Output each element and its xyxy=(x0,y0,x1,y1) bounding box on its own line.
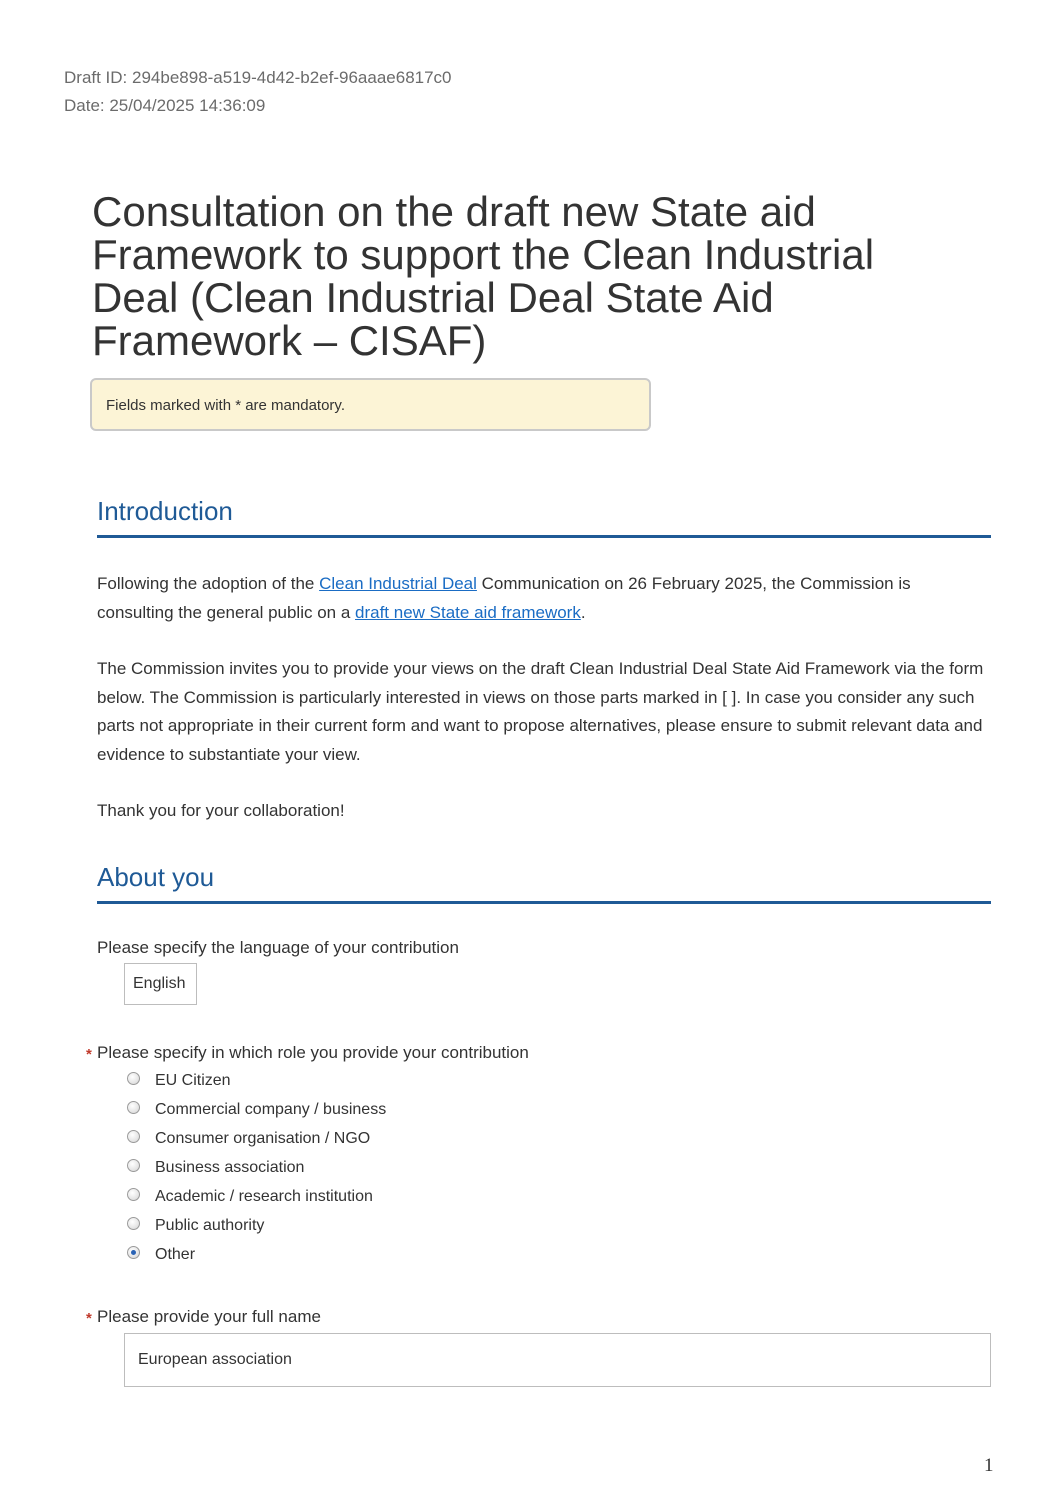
clean-industrial-deal-link[interactable]: Clean Industrial Deal xyxy=(319,574,477,593)
radio-button[interactable] xyxy=(127,1072,140,1085)
role-option-label: Academic / research institution xyxy=(155,1188,373,1205)
role-option-label: Other xyxy=(155,1246,196,1263)
language-question: Please specify the language of your contribution xyxy=(97,938,459,957)
intro-text-1: Following the adoption of the xyxy=(97,574,320,593)
radio-button[interactable] xyxy=(127,1246,140,1259)
intro-paragraph-1 xyxy=(97,570,987,627)
intro-text-3: . xyxy=(580,602,586,622)
page-title: Consultation on the draft new State aid Framework to support the Clean Industrial Deal (Clean Industrial Deal State Aid Framework – CISAF) xyxy=(92,188,875,364)
intro-paragraph-3: Thank you for your collaboration! xyxy=(97,801,345,820)
radio-button[interactable] xyxy=(127,1101,140,1114)
intro-paragraph-2: The Commission invites you to provide your views on the draft Clean Industrial Deal State Aid Framework via the form below. The Commission is particularly interested in views on those parts marked in [ ]. In case you consider any such parts not appropriate in their current form and want to propose alternatives, please ensure to submit relevant data and evidence to substantiate your view. xyxy=(97,659,984,764)
section-heading-introduction: Introduction xyxy=(97,496,991,538)
required-marker: * xyxy=(86,1046,92,1063)
full-name-question: Please provide your full name xyxy=(97,1307,321,1326)
intro-text-2: Communication on 26 February 2025, the Commission is consulting the general public on a xyxy=(97,574,911,622)
language-select[interactable]: English xyxy=(124,963,197,1005)
draft-id: Draft ID: 294be898-a519-4d42-b2ef-96aaae6817c0 xyxy=(64,68,452,87)
section-heading-about-you: About you xyxy=(97,862,991,904)
full-name-field[interactable]: European association xyxy=(124,1333,991,1387)
radio-button[interactable] xyxy=(127,1130,140,1143)
role-question: Please specify in which role you provide your contribution xyxy=(97,1043,529,1062)
role-option-label: Consumer organisation / NGO xyxy=(155,1130,371,1147)
mandatory-notice: Fields marked with * are mandatory. xyxy=(90,378,651,431)
role-option-label: Business association xyxy=(155,1159,305,1176)
page-number: 1 xyxy=(984,1455,994,1476)
radio-button[interactable] xyxy=(127,1159,140,1172)
role-option-label: Public authority xyxy=(155,1217,265,1234)
draft-date: Date: 25/04/2025 14:36:09 xyxy=(64,96,266,115)
radio-button[interactable] xyxy=(127,1217,140,1230)
role-option-label: Commercial company / business xyxy=(155,1101,387,1118)
role-option-label: EU Citizen xyxy=(155,1072,231,1089)
draft-framework-link[interactable]: draft new State aid framework xyxy=(355,602,581,622)
required-marker: * xyxy=(86,1310,92,1327)
radio-button[interactable] xyxy=(127,1188,140,1201)
